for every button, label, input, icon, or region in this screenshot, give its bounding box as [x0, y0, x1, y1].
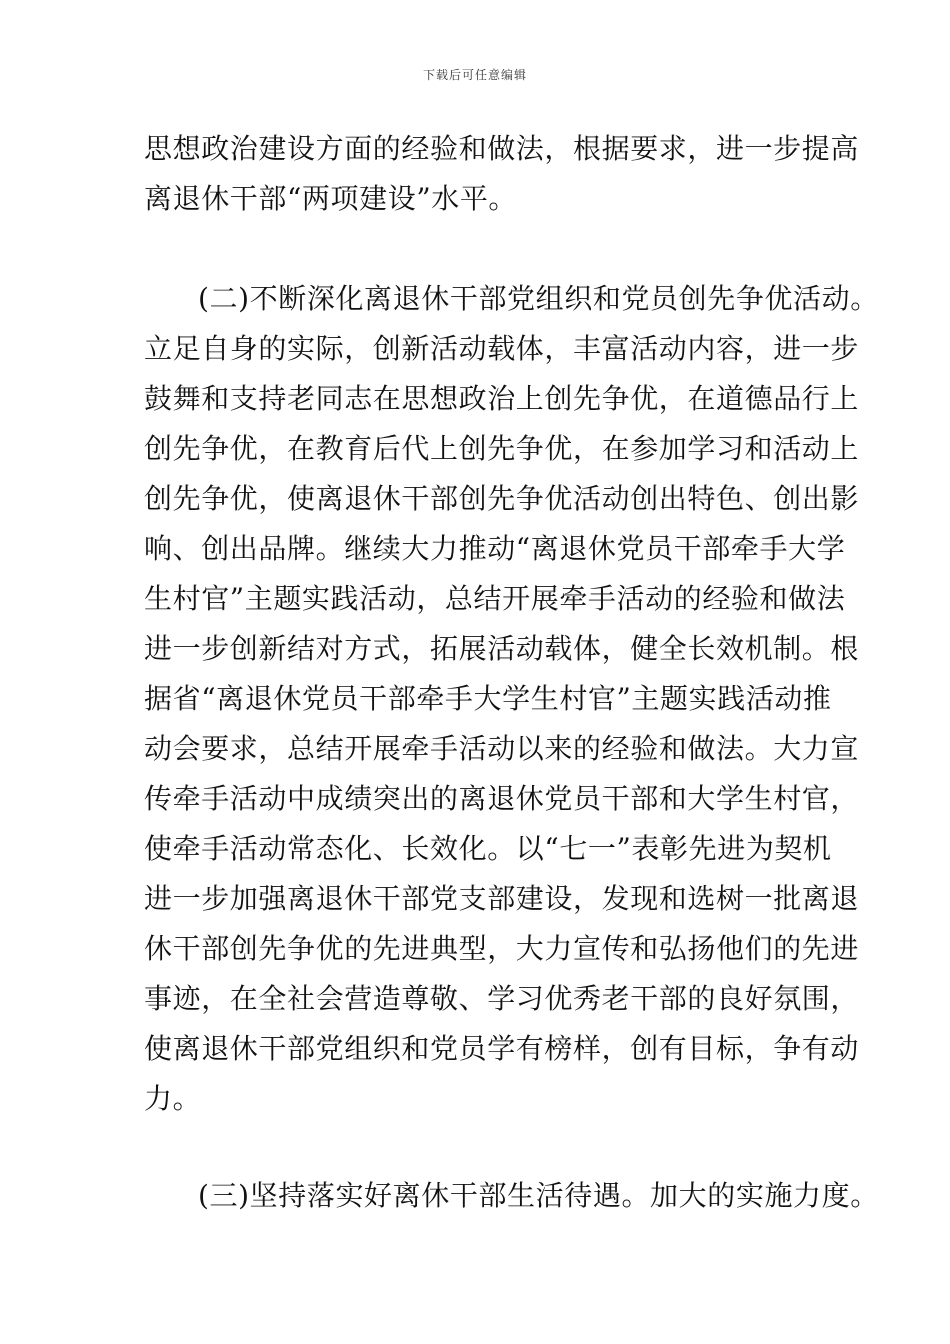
text-line: 创先争优，使离退休干部创先争优活动创出特色、创出影 [144, 482, 860, 515]
text-line: 休干部创先争优的先进典型，大力宣传和弘扬他们的先进 [144, 932, 860, 965]
text-line: 生村官”主题实践活动，总结开展牵手活动的经验和做法 [144, 582, 846, 615]
text-line: 力。 [144, 1082, 202, 1115]
text-line: 进一步加强离退休干部党支部建设，发现和选树一批离退 [144, 882, 860, 915]
text-line: 使牵手活动常态化、长效化。以“七一”表彰先进为契机 [144, 832, 832, 865]
text-line: 事迹，在全社会营造尊敬、学习优秀老干部的良好氛围， [144, 982, 860, 1015]
text-line: 创先争优，在教育后代上创先争优，在参加学习和活动上 [144, 432, 860, 465]
text-line: 使离退休干部党组织和党员学有榜样，创有目标，争有动 [144, 1032, 860, 1065]
section-heading-line: (二)不断深化离退休干部党组织和党员创先争优活动。 [198, 282, 879, 315]
header-note: 下载后可任意编辑 [422, 68, 527, 82]
text-line: 响、创出品牌。继续大力推动“离退休党员干部牵手大学 [144, 532, 846, 565]
text-line: 动会要求，总结开展牵手活动以来的经验和做法。大力宣 [144, 732, 860, 765]
text-line: 传牵手活动中成绩突出的离退休党员干部和大学生村官， [144, 782, 860, 815]
text-line: 鼓舞和支持老同志在思想政治上创先争优，在道德品行上 [144, 382, 860, 415]
section-heading-line: (三)坚持落实好离休干部生活待遇。加大的实施力度。 [198, 1179, 879, 1212]
text-line: 思想政治建设方面的经验和做法，根据要求，进一步提高 [144, 132, 860, 165]
text-line: 离退休干部“两项建设”水平。 [144, 182, 518, 215]
text-line: 进一步创新结对方式，拓展活动载体，健全长效机制。根 [144, 632, 860, 665]
text-line: 据省“离退休党员干部牵手大学生村官”主题实践活动推 [144, 682, 832, 715]
text-line: 立足自身的实际，创新活动载体，丰富活动内容，进一步 [144, 332, 860, 365]
